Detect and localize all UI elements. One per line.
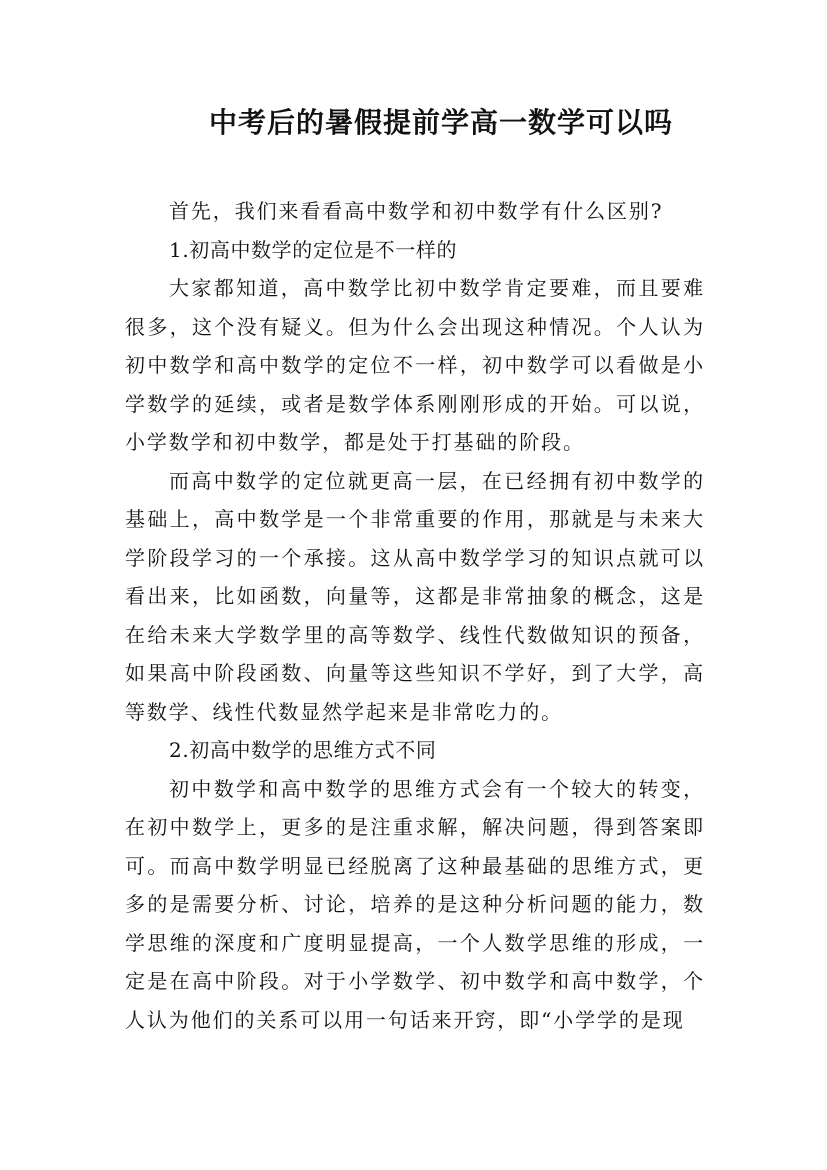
document-body — [125, 192, 705, 1039]
paragraph: 大家都知道，高中数学比初中数学肯定要难，而且要难很多，这个没有疑义。但为什么会出现这种情况。个人认为初中数学和高中数学的定位不一样，初中数学可以看做是小学数学的延续，或者是数学体系刚刚形成的开始。可以说，小学数学和初中数学，都是处于打基础的阶段。 — [125, 276, 705, 454]
paragraph: 初中数学和高中数学的思维方式会有一个较大的转变，在初中数学上，更多的是注重求解，解决问题，得到答案即可。而高中数学明显已经脱离了这种最基础的思维方式，更多的是需要分析、讨论，培养的是这种分析问题的能力，数学思维的深度和广度明显提高，一个人数学思维的形成，一定是在高中阶段。对于小学数学、初中数学和高中数学，个人认为他们的关系可以用一句话来开窍，即“小学学的是现 — [125, 776, 705, 1032]
paragraph-intro: 首先，我们来看看高中数学和初中数学有什么区别? — [169, 199, 664, 223]
paragraph: 而高中数学的定位就更高一层，在已经拥有初中数学的基础上，高中数学是一个非常重要的作用，那就是与未来大学阶段学习的一个承接。这从高中数学学习的知识点就可以看出来，比如函数，向量等，这都是非常抽象的概念，这是在给未来大学数学里的高等数学、线性代数做知识的预备，如果高中阶段函数、向量等这些知识不学好，到了大学，高等数学、线性代数显然学起来是非常吃力的。 — [125, 468, 705, 724]
document-page — [125, 100, 705, 1032]
section-heading-1: 1.初高中数学的定位是不一样的 — [169, 237, 458, 262]
document-title: 中考后的暑假提前学高一数学可以吗 — [208, 106, 673, 139]
section-heading-2: 2.初高中数学的思维方式不同 — [169, 738, 437, 762]
